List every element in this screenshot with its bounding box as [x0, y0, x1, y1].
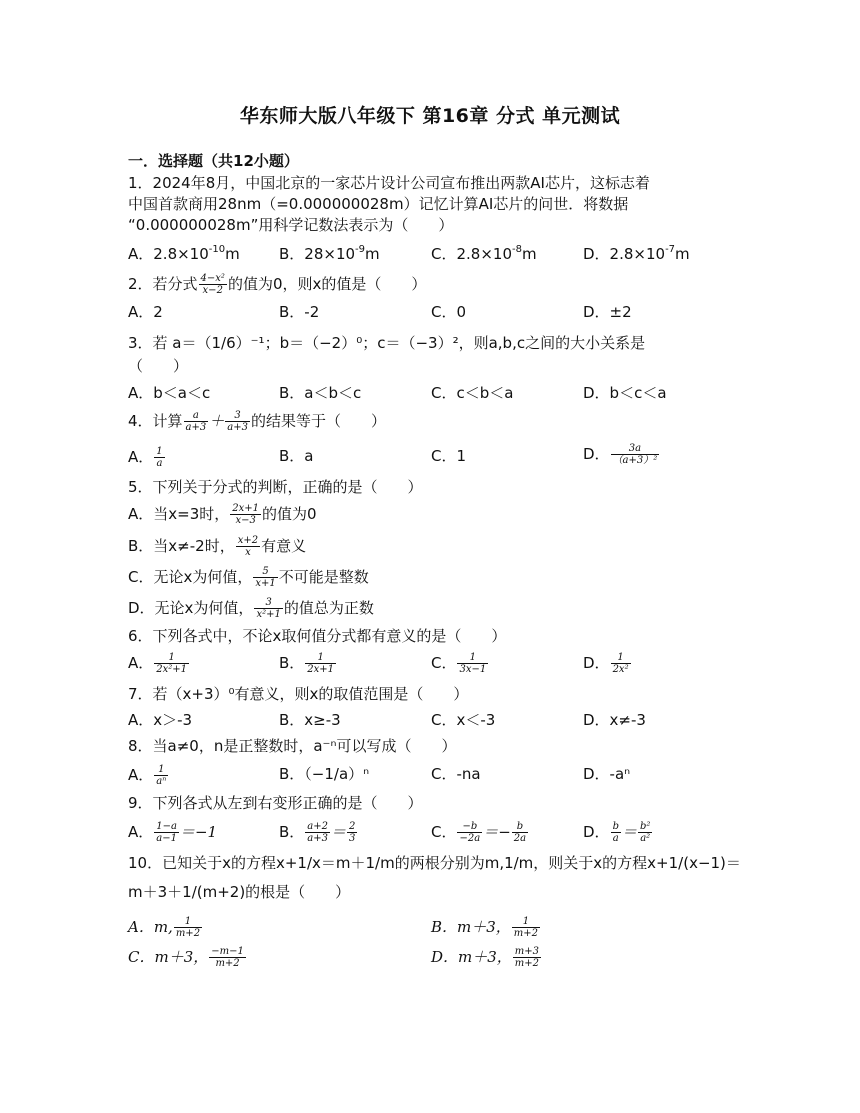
- q6-option-c: C． $\frac{1}{3x-1}$: [431, 652, 487, 675]
- q1-stem-line1: 1．2024年8月，中国北京的一家芯片设计公司宣布推出两款AI芯片，这标志着: [128, 174, 650, 192]
- q6-option-d: D． $\frac{1}{\text{2x²}}$: [583, 652, 629, 675]
- q3-option-b: B．a＜b＜c: [279, 384, 362, 402]
- q7-stem: 7．若（x+3）⁰有意义，则x的取值范围是（ ）: [128, 685, 469, 703]
- q1-option-c: C．$2.8\times 10^{-8}m$: [431, 244, 537, 263]
- q3-stem-line1: 3．若 a＝（1/6）⁻¹；b＝（−2）⁰；c＝（−3）²，则a,b,c之间的大小关系是: [128, 334, 646, 352]
- q4-option-a: A． $\frac{1}{a}$: [128, 446, 163, 469]
- q10-option-d: D．m＋3， $\frac{m+3}{m+2}$: [431, 946, 540, 969]
- q8-stem: 8．当a≠0，n是正整数时，a⁻ⁿ可以写成（ ）: [128, 737, 457, 755]
- q6-option-b: B． $\frac{1}{2x+1}$: [279, 652, 335, 675]
- q1-option-a: A．$2.8\times 10^{-10}m$: [128, 244, 240, 263]
- q9-option-b: B． $\frac{a+2}{a+3}$ ＝ $\frac{2}{3}$: [279, 821, 356, 844]
- section-heading: 一．选择题（共12小题）: [128, 152, 299, 170]
- q4-option-d: D． $\frac{3a}{\text{（a+3）²}}$: [583, 443, 658, 466]
- q2-option-a: A．2: [128, 303, 163, 321]
- q5-option-a: A．当x=3时， $\frac{2x+1}{x-3}$ 的值为0: [128, 503, 317, 526]
- q3-option-c: C．c＜b＜a: [431, 384, 514, 402]
- q1-option-b: B．$28\times 10^{-9}m$: [279, 244, 380, 263]
- q7-option-c: C．x＜-3: [431, 711, 496, 729]
- q7-option-a: A．x＞-3: [128, 711, 193, 729]
- q5-option-b: B．当x≠-2时， $\frac{x+2}{x}$ 有意义: [128, 535, 307, 558]
- q2-option-b: B．-2: [279, 303, 320, 321]
- q5-option-d: D．无论x为何值， $\frac{3}{\text{x²+1}}$ 的值总为正数: [128, 597, 374, 620]
- q10-stem-line2: m＋3＋1/(m+2)的根是（ ）: [128, 883, 351, 901]
- q10-option-c: C．m＋3， $\frac{-m-1}{m+2}$: [128, 946, 244, 969]
- q4-option-c: C．1: [431, 447, 467, 465]
- q5-stem: 5．下列关于分式的判断，正确的是（ ）: [128, 478, 423, 496]
- q6-stem: 6．下列各式中，不论x取何值分式都有意义的是（ ）: [128, 627, 507, 645]
- q10-stem-line1: 10．已知关于x的方程x+1/x＝m＋1/m的两根分别为m,1/m，则关于x的方程x+1/(x−1)＝: [128, 854, 741, 872]
- q9-option-d: D． $\frac{b}{a}$ ＝ $\frac{\text{b²}}{\text{a²}}$: [583, 821, 651, 844]
- q7-option-b: B．x≥-3: [279, 711, 341, 729]
- q2-stem: 2．若分式 $\frac{\text{4−x²}}{x-2}$ 的值为0，则x的值是（ ）: [128, 273, 427, 296]
- q1-stem-line2: 中国首款商用28nm（=0.000000028m）记忆计算AI芯片的问世．将数据: [128, 195, 629, 213]
- q3-option-d: D．b＜c＜a: [583, 384, 667, 402]
- q7-option-d: D．x≠-3: [583, 711, 646, 729]
- q3-option-a: A．b＜a＜c: [128, 384, 211, 402]
- q2-fraction: $\frac{\text{4−x²}}{x-2}$: [200, 273, 225, 296]
- q8-option-d: D．-aⁿ: [583, 765, 631, 783]
- page-title: 华东师大版八年级下 第16章 分式 单元测试: [239, 105, 621, 127]
- q3-stem-line2: （ ）: [128, 357, 189, 375]
- q8-option-c: C．-na: [431, 765, 481, 783]
- q10-option-a: A．m, $\frac{1}{m+2}$: [128, 916, 201, 939]
- q2-option-d: D．±2: [583, 303, 632, 321]
- q4-option-b: B．a: [279, 447, 314, 465]
- q10-option-b: B．m＋3， $\frac{1}{m+2}$: [431, 916, 539, 939]
- q9-option-a: A． $\frac{1-a}{a-1}$ ＝−1: [128, 821, 218, 844]
- q5-option-c: C．无论x为何值， $\frac{5}{x+1}$ 不可能是整数: [128, 566, 369, 589]
- q6-option-a: A． $\frac{1}{\text{2x²+1}}$: [128, 652, 188, 675]
- q1-stem-line3: “0.000000028m”用科学记数法表示为（ ）: [128, 216, 454, 234]
- q9-option-c: C． $\frac{-b}{-2a}$ ＝− $\frac{b}{2a}$: [431, 821, 527, 844]
- q4-stem: 4．计算 $\frac{a}{a+3}$ ＋ $\frac{3}{a+3}$ 的结果等于（ ）: [128, 410, 386, 433]
- q9-stem: 9．下列各式从左到右变形正确的是（ ）: [128, 794, 423, 812]
- q1-option-d: D．$2.8\times 10^{-7}m$: [583, 244, 690, 263]
- q8-option-a: A． $\frac{1}{\text{aⁿ}}$: [128, 764, 167, 787]
- q8-option-b: B．（−1/a）ⁿ: [279, 765, 370, 783]
- q2-option-c: C．0: [431, 303, 467, 321]
